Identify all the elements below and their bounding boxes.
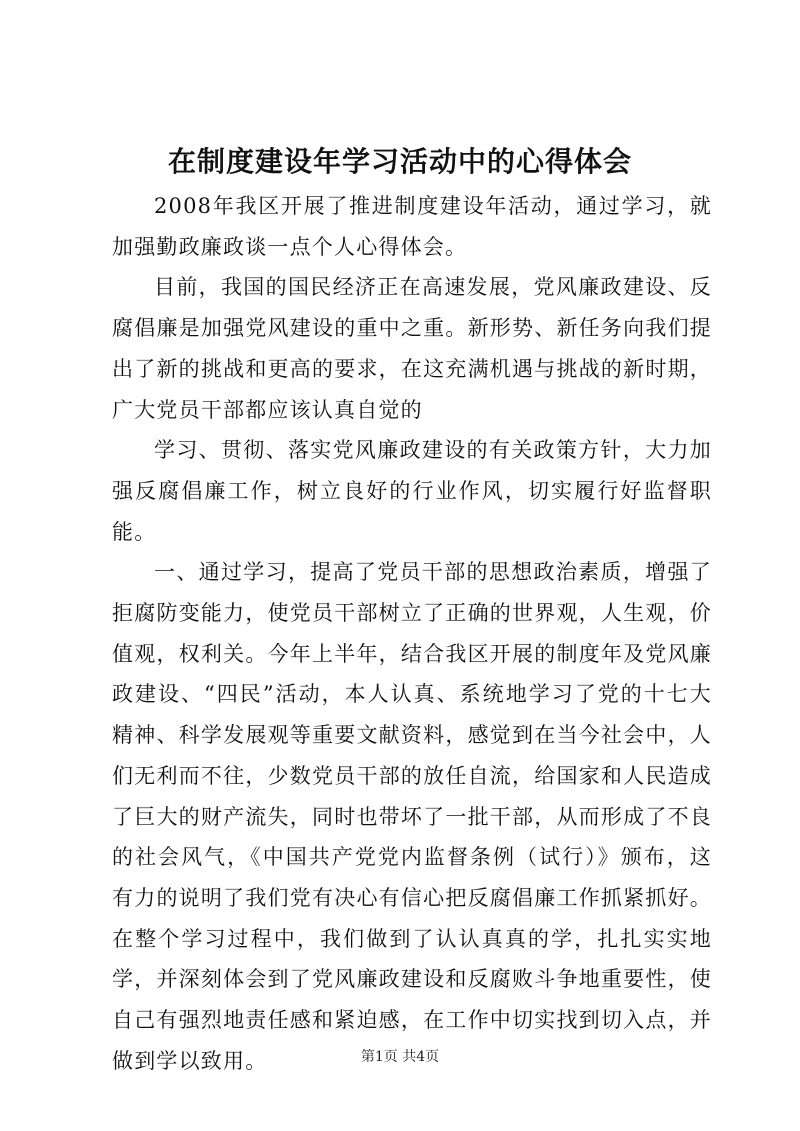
paragraph-current-situation: 目前，我国的国民经济正在高速发展，党风廉政建设、反腐倡廉是加强党风建设的重中之重。新形势、新任务向我们提出了新的挑战和更高的要求，在这充满机遇与挑战的新时期，广大党员干部都应该认真自觉的 <box>112 275 712 422</box>
document-body <box>112 186 712 1081</box>
page-footer: 第1页 共4页 <box>360 1049 440 1065</box>
paragraph-section-one: 一、通过学习，提高了党员干部的思想政治素质，增强了拒腐防变能力，使党员干部树立了正确的世界观，人生观，价值观，权利关。今年上半年，结合我区开展的制度年及党风廉政建设、“四民”活动，本人认真、系统地学习了党的十七大精神、科学发展观等重要文献资料，感觉到在当今社会中，人们无利而不往，少数党员干部的放任自流，给国家和人民造成了巨大的财产流失，同时也带坏了一批干部，从而形成了不良的社会风气，《中国共产党党内监督条例（试行）》颁布，这有力的说明了我们党有决心有信心把反腐倡廉工作抓紧抓好。在整个学习过程中，我们做到了认认真真的学，扎扎实实地学，并深刻体会到了党风廉政建设和反腐败斗争地重要性，使自己有强烈地责任感和紧迫感，在工作中切实找到切入点，并做到学以致用。 <box>112 560 712 1073</box>
paragraph-study-implementation: 学习、贯彻、落实党风廉政建设的有关政策方针，大力加强反腐倡廉工作，树立良好的行业作风，切实履行好监督职能。 <box>112 438 712 544</box>
paragraph-intro: 2008年我区开展了推进制度建设年活动，通过学习，就加强勤政廉政谈一点个人心得体会。 <box>112 194 712 259</box>
document-title: 在制度建设年学习活动中的心得体会 <box>167 145 632 178</box>
